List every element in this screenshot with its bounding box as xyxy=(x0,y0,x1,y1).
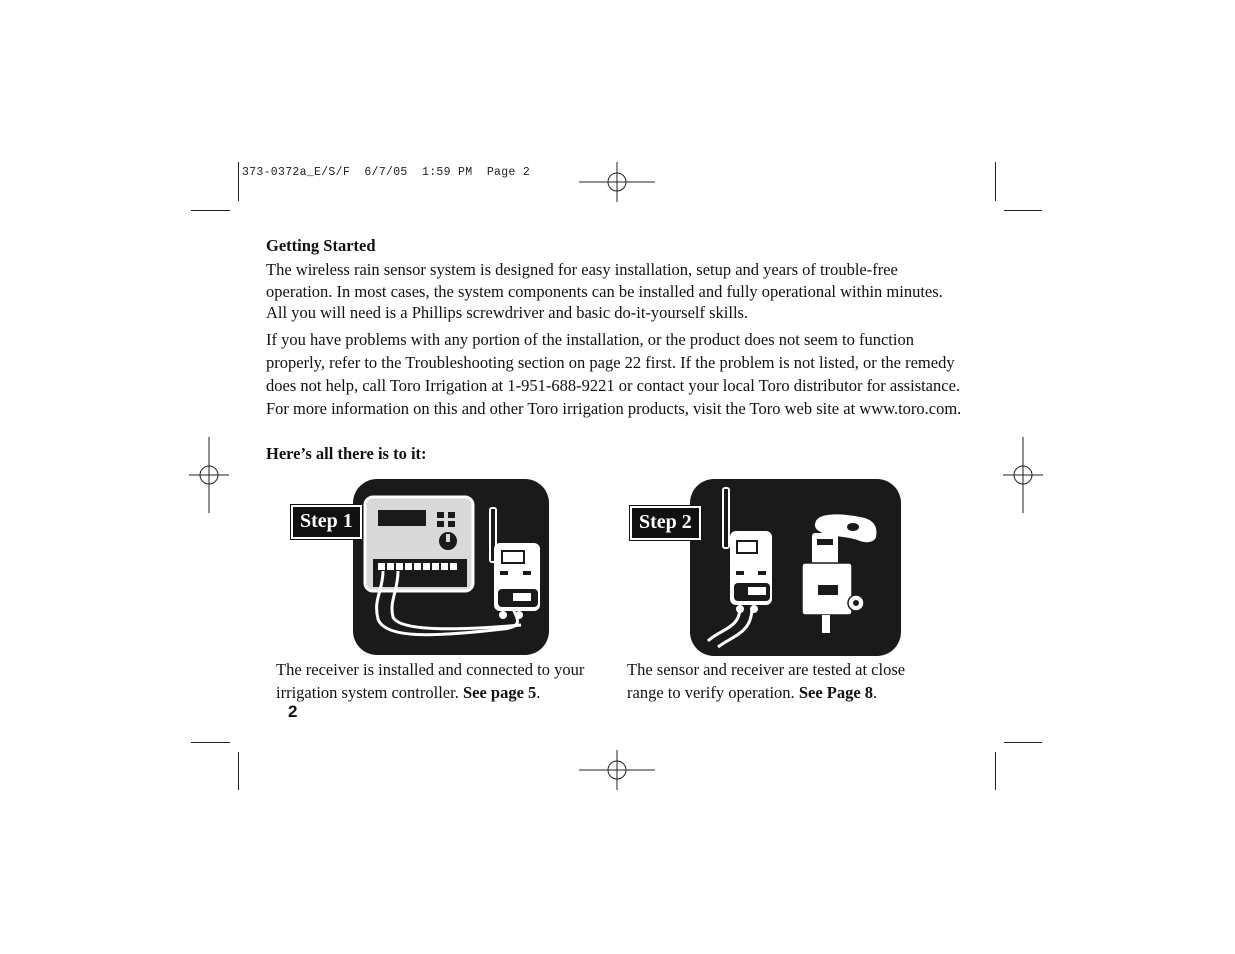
registration-mark-icon xyxy=(189,437,229,513)
step2-caption-suffix: . xyxy=(873,683,878,702)
page-number: 2 xyxy=(288,702,298,721)
step2-label: Step 2 xyxy=(630,506,701,540)
step1-label: Step 1 xyxy=(291,505,362,539)
printer-slug: 373-0372a_E/S/F 6/7/05 1:59 PM Page 2 xyxy=(242,166,531,179)
step2-caption xyxy=(627,658,937,704)
step2-caption-text: The sensor and receiver are tested at close range to verify operation. xyxy=(627,660,906,702)
steps-subheading: Here’s all there is to it: xyxy=(266,444,427,463)
intro-paragraph: The wireless rain sensor system is designed for easy installation, setup and years of trouble-free operation. In most cases, the system components can be installed and fully operational within minutes. All you will need is a Phillips screwdriver and basic do-it-yourself skills. xyxy=(266,260,943,322)
step1-caption-text: The receiver is installed and connected to your irrigation system controller. xyxy=(276,660,585,702)
registration-mark-icon xyxy=(579,162,655,202)
crop-mark xyxy=(995,752,996,790)
step2-illustration xyxy=(690,479,901,656)
antenna-icon xyxy=(722,487,730,549)
step2-page-reference: See Page 8 xyxy=(798,683,874,702)
registration-mark-icon xyxy=(579,750,655,790)
step1-caption-suffix: . xyxy=(536,683,541,702)
step1-page-reference: See page 5 xyxy=(462,683,537,702)
crop-mark xyxy=(191,742,230,743)
crop-mark xyxy=(1004,742,1042,743)
step1-caption xyxy=(276,658,606,704)
crop-mark xyxy=(238,752,239,790)
receiver-icon xyxy=(730,531,772,613)
crop-mark xyxy=(1004,210,1042,211)
receiver-icon xyxy=(494,543,540,619)
help-paragraph: If you have problems with any portion of the installation, or the product does not seem to function properly, refer to the Troubleshooting section on page 22 first. If the problem is not listed, or the remedy does not help, call Toro Irrigation at 1-951-688-9221 or contact your local Toro distributor for assistance. For more information on this and other Toro irrigation products, visit the Toro web site at www.toro.com. xyxy=(266,330,962,418)
crop-mark xyxy=(191,210,230,211)
step1-illustration xyxy=(353,479,549,655)
crop-mark xyxy=(995,162,996,201)
registration-mark-icon xyxy=(1003,437,1043,513)
crop-mark xyxy=(238,162,239,201)
section-heading: Getting Started xyxy=(266,236,376,255)
